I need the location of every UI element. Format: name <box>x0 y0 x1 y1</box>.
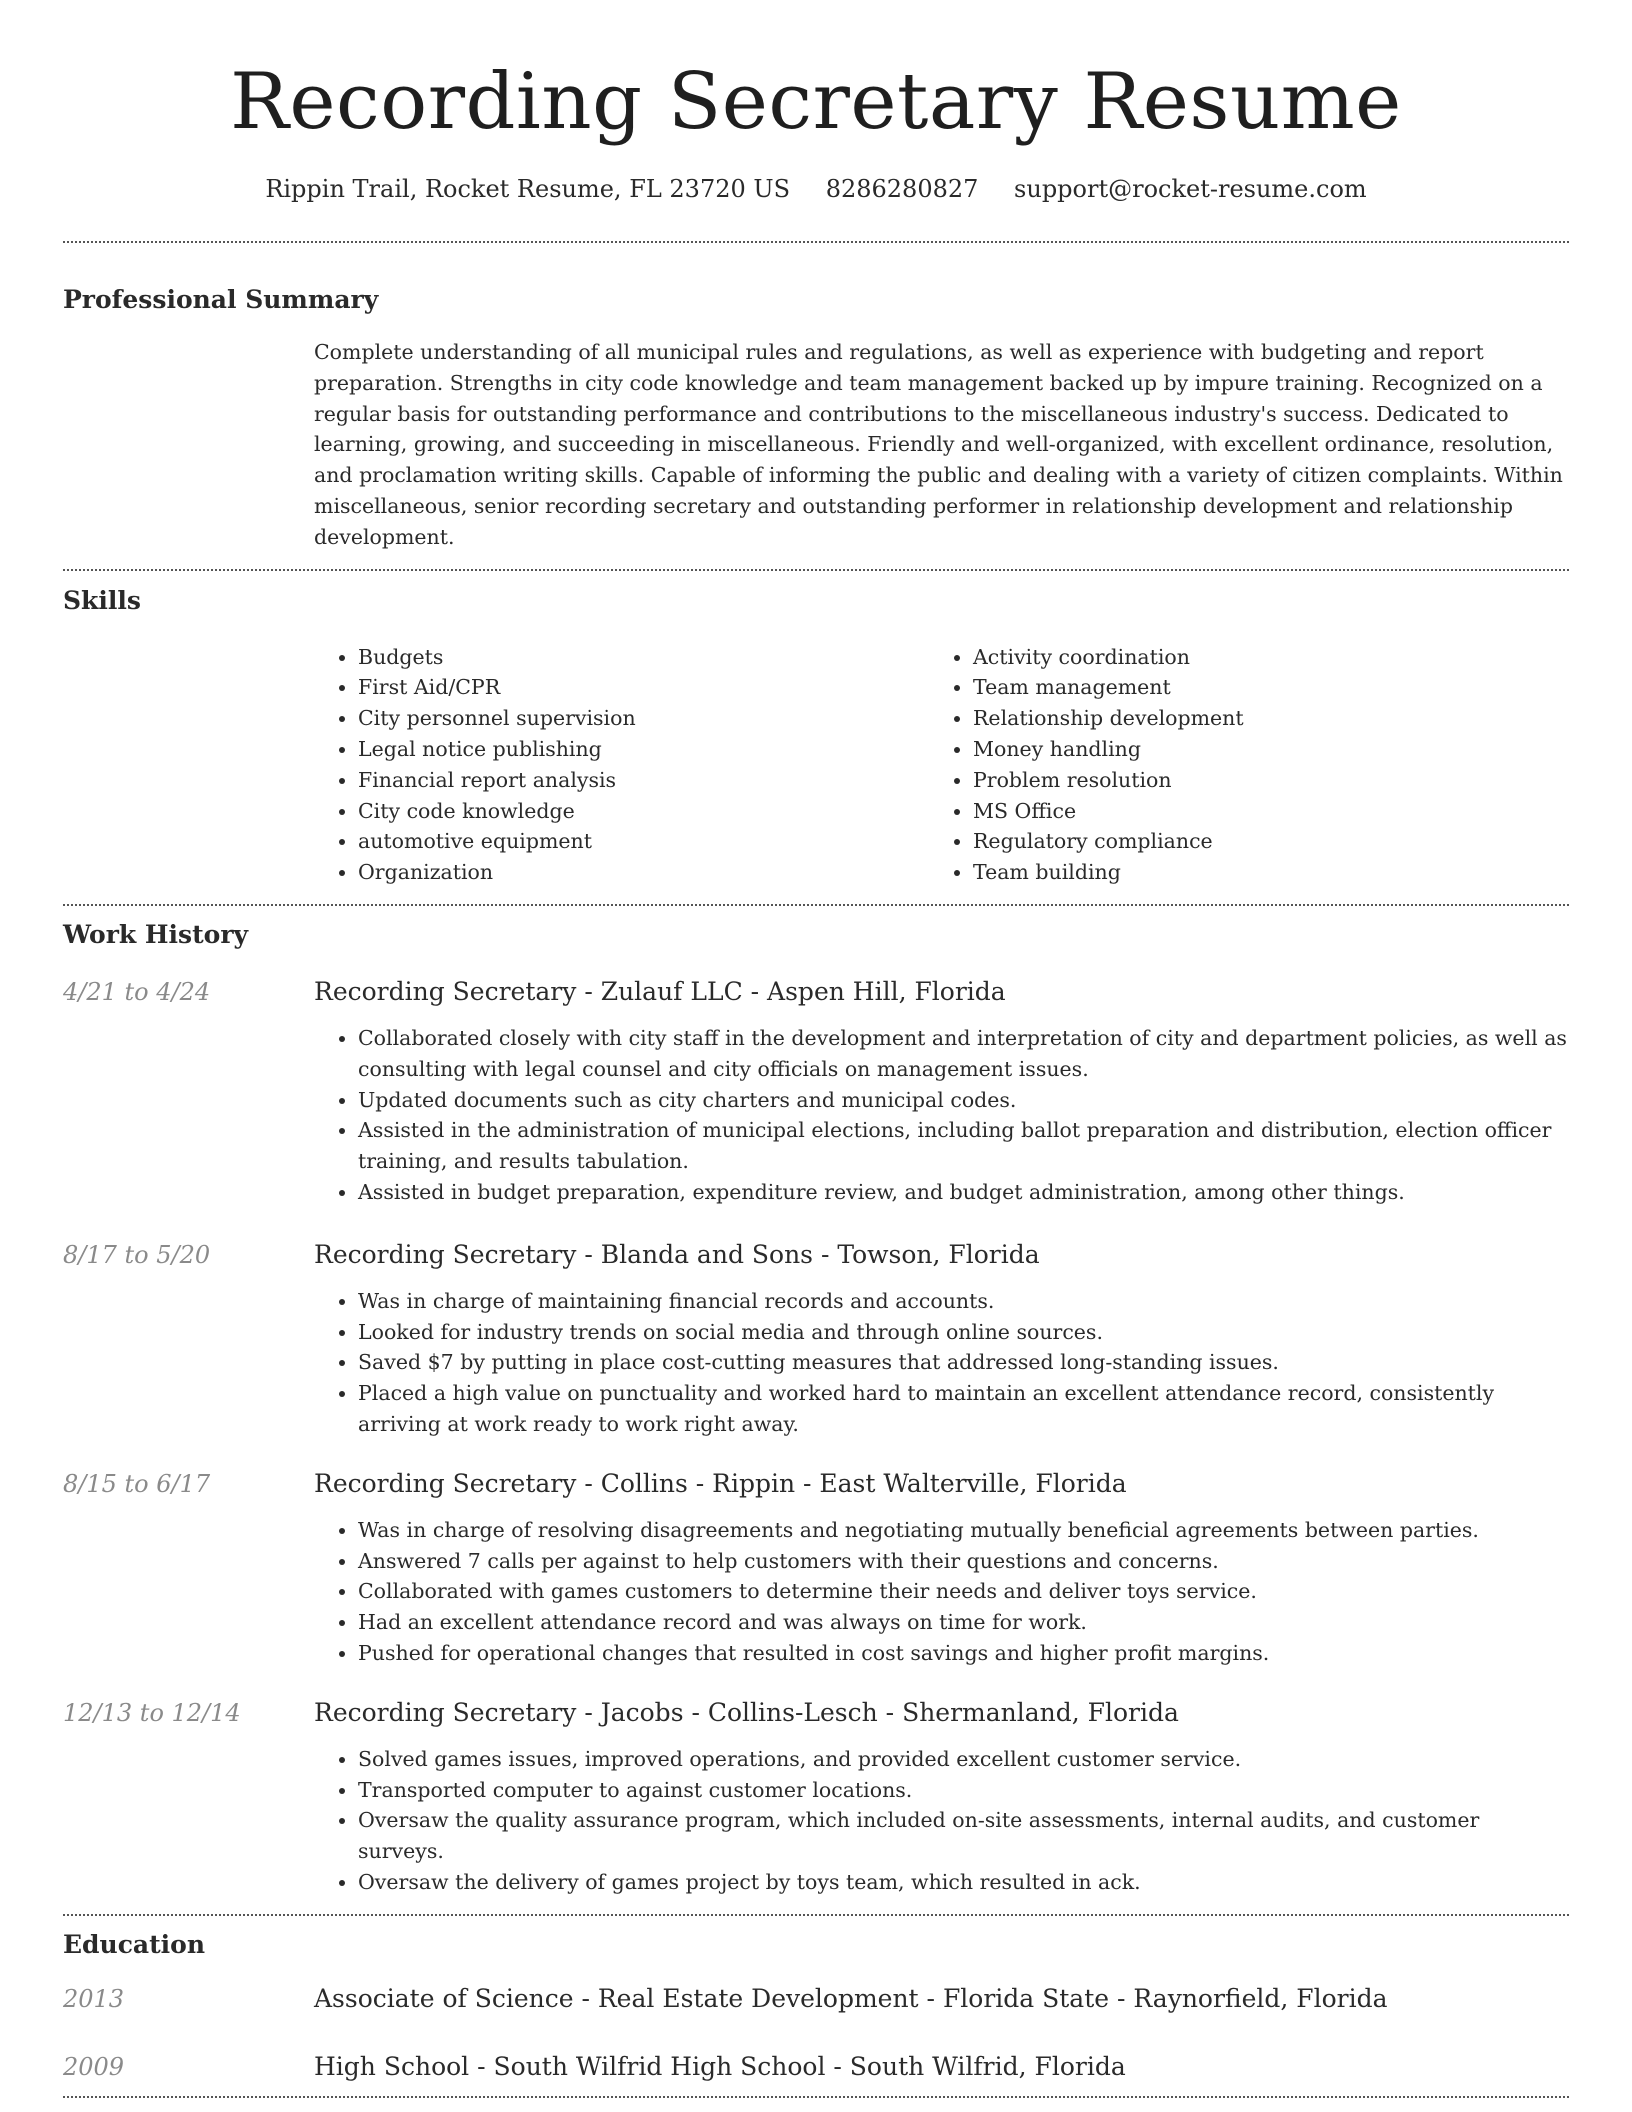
list-item: • MS Office <box>973 796 1544 827</box>
section-title-summary: Professional Summary <box>63 285 379 314</box>
job-title: Recording Secretary - Collins - Rippin - East Walterville, Florida <box>314 1468 1127 1498</box>
divider <box>63 569 1569 571</box>
job-entry <box>63 975 1569 1208</box>
job-dates: 8/15 to 6/17 <box>63 1469 211 1498</box>
summary-section <box>63 283 1569 553</box>
list-item: • Assisted in budget preparation, expenditure review, and budget administration, among other things. <box>358 1177 1569 1208</box>
divider <box>63 1914 1569 1916</box>
job-list <box>63 975 1569 1898</box>
list-item: • Assisted in the administration of municipal elections, including ballot preparation and distribution, election officer training, and results tabulation. <box>358 1115 1569 1177</box>
list-item: • Placed a high value on punctuality and worked hard to maintain an excellent attendance record, consistently arriving at work ready to work right away. <box>358 1378 1569 1440</box>
list-item: • City code knowledge <box>358 796 929 827</box>
list-item: • Organization <box>358 857 929 888</box>
list-item: • Activity coordination <box>973 642 1544 673</box>
job-bullets <box>314 1515 1569 1669</box>
job-title: Recording Secretary - Zulauf LLC - Aspen Hill, Florida <box>314 976 1006 1006</box>
work-section <box>63 918 1569 1898</box>
education-list <box>63 1982 1569 2084</box>
list-item: • Was in charge of maintaining financial records and accounts. <box>358 1286 1569 1317</box>
list-item: • Team management <box>973 672 1544 703</box>
job-dates: 12/13 to 12/14 <box>63 1698 241 1727</box>
job-title: Recording Secretary - Jacobs - Collins-Lesch - Shermanland, Florida <box>314 1697 1179 1727</box>
list-item: • Looked for industry trends on social media and through online sources. <box>358 1317 1569 1348</box>
skills-list-right <box>929 642 1544 888</box>
list-item: • Collaborated with games customers to determine their needs and deliver toys service. <box>358 1576 1569 1607</box>
job-entry <box>63 1238 1569 1440</box>
divider <box>63 2096 1569 2098</box>
list-item: • Saved $7 by putting in place cost-cutting measures that addressed long-standing issues. <box>358 1347 1569 1378</box>
job-bullets <box>314 1286 1569 1440</box>
list-item: • Oversaw the delivery of games project by toys team, which resulted in ack. <box>358 1867 1569 1898</box>
summary-text: Complete understanding of all municipal rules and regulations, as well as experience with budgeting and report preparation. Strengths in city code knowledge and team management backed up by impure training. Recognized on a regular basis for outstanding performance and contributions to the miscellaneous industry's success. Dedicated to learning, growing, and succeeding in miscellaneous. Friendly and well-organized, with excellent ordinance, resolution, and proclamation writing skills. Capable of informing the public and dealing with a variety of citizen complaints. Within miscellaneous, senior recording secretary and outstanding performer in relationship development and relationship development. <box>314 340 1563 549</box>
contact-email: support@rocket-resume.com <box>1014 175 1367 203</box>
list-item: • Regulatory compliance <box>973 826 1544 857</box>
section-title-work: Work History <box>63 919 249 949</box>
divider <box>63 904 1569 906</box>
education-entry <box>63 2050 1569 2084</box>
section-title-education: Education <box>63 1929 206 1959</box>
education-title: Associate of Science - Real Estate Development - Florida State - Raynorfield, Florida <box>314 1983 1388 2013</box>
job-dates: 4/21 to 4/24 <box>63 977 211 1006</box>
list-item: • Answered 7 calls per against to help customers with their questions and concerns. <box>358 1546 1569 1577</box>
job-entry <box>63 1696 1569 1898</box>
list-item: • Solved games issues, improved operations, and provided excellent customer service. <box>358 1744 1569 1775</box>
list-item: • Collaborated closely with city staff in the development and interpretation of city and department policies, as well as consulting with legal counsel and city officials on management issues. <box>358 1023 1569 1085</box>
contact-phone: 8286280827 <box>825 175 979 203</box>
contact-line <box>63 172 1569 206</box>
education-year: 2013 <box>63 1984 125 2013</box>
education-entry <box>63 1982 1569 2016</box>
list-item: • Budgets <box>358 642 929 673</box>
list-item: • automotive equipment <box>358 826 929 857</box>
list-item: • Was in charge of resolving disagreements and negotiating mutually beneficial agreements between parties. <box>358 1515 1569 1546</box>
list-item: • Updated documents such as city charters and municipal codes. <box>358 1085 1569 1116</box>
resume-title: Recording Secretary Resume <box>230 57 1402 147</box>
list-item: • Team building <box>973 857 1544 888</box>
list-item: • Legal notice publishing <box>358 734 929 765</box>
list-item: • Oversaw the quality assurance program, which included on-site assessments, internal audits, and customer surveys. <box>358 1805 1569 1867</box>
list-item: • Money handling <box>973 734 1544 765</box>
job-title: Recording Secretary - Blanda and Sons - Towson, Florida <box>314 1239 1040 1269</box>
skills-section <box>63 584 1569 888</box>
list-item: • Transported computer to against customer locations. <box>358 1775 1569 1806</box>
skills-list-left <box>314 642 929 888</box>
list-item: • Financial report analysis <box>358 765 929 796</box>
contact-address: Rippin Trail, Rocket Resume, FL 23720 US <box>265 175 791 203</box>
list-item: • Problem resolution <box>973 765 1544 796</box>
job-bullets <box>314 1023 1569 1208</box>
list-item: • First Aid/CPR <box>358 672 929 703</box>
section-title-skills: Skills <box>63 585 141 615</box>
list-item: • City personnel supervision <box>358 703 929 734</box>
job-dates: 8/17 to 5/20 <box>63 1240 211 1269</box>
list-item: • Relationship development <box>973 703 1544 734</box>
job-entry <box>63 1467 1569 1669</box>
education-title: High School - South Wilfrid High School - South Wilfrid, Florida <box>314 2051 1126 2081</box>
list-item: • Pushed for operational changes that resulted in cost savings and higher profit margins. <box>358 1638 1569 1669</box>
education-year: 2009 <box>63 2052 125 2081</box>
list-item: • Had an excellent attendance record and was always on time for work. <box>358 1607 1569 1638</box>
education-section <box>63 1928 1569 2084</box>
job-bullets <box>314 1744 1569 1898</box>
divider <box>63 241 1569 243</box>
